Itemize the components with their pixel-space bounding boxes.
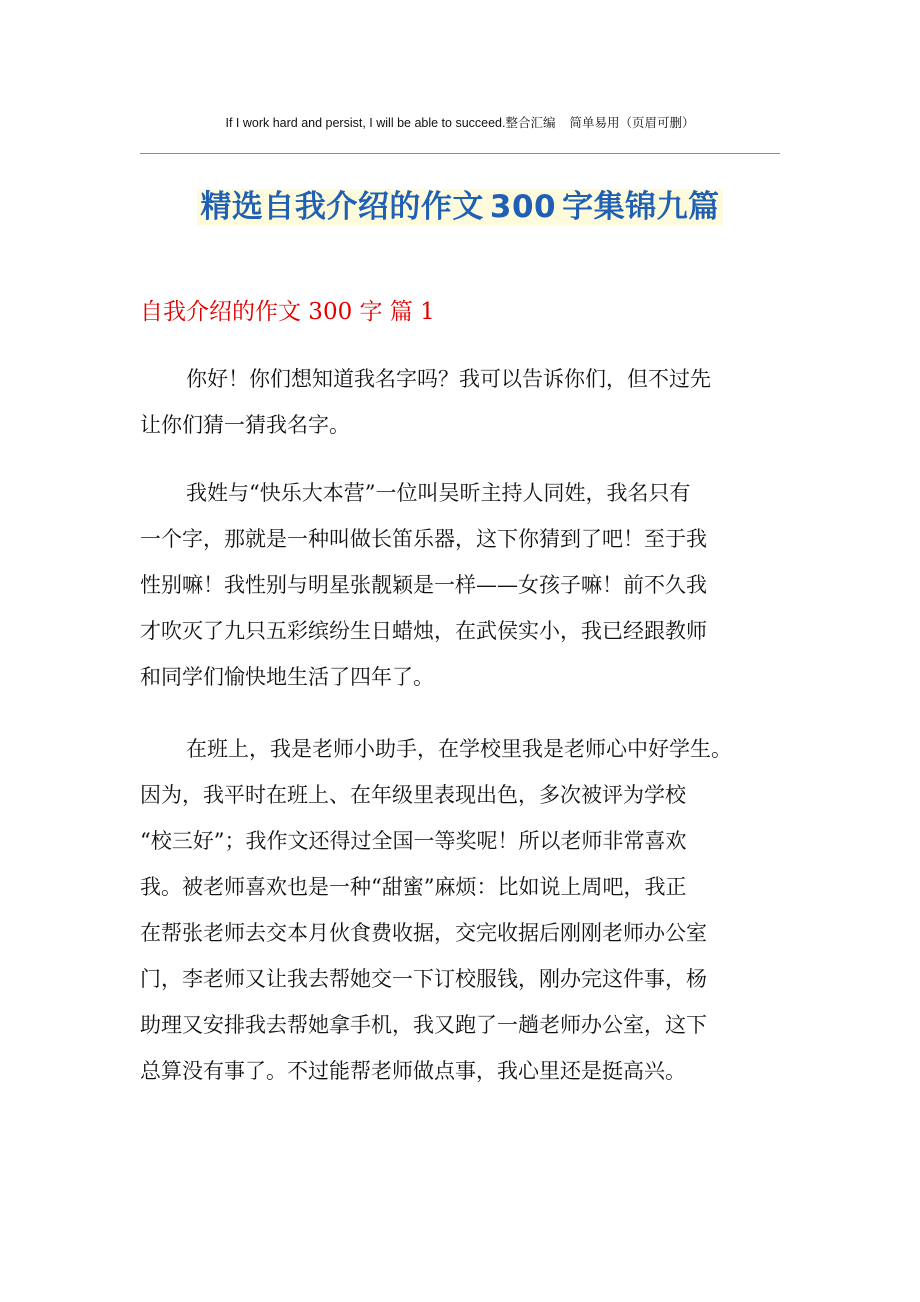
paragraph-line: 我。被老师喜欢也是一种“甜蜜”麻烦：比如说上周吧，我正 bbox=[140, 875, 687, 899]
paragraph-line: 一个字，那就是一种叫做长笛乐器，这下你猜到了吧！至于我 bbox=[140, 527, 707, 551]
page-header bbox=[140, 114, 780, 133]
paragraph-line: “校三好”；我作文还得过全国一等奖呢！所以老师非常喜欢 bbox=[140, 829, 687, 853]
header-chinese-text-a: 整合汇编 bbox=[505, 115, 556, 130]
header-divider bbox=[140, 153, 780, 154]
paragraph-line: 门，李老师又让我去帮她交一下订校服钱，刚办完这件事，杨 bbox=[140, 967, 707, 991]
paragraph-line: 在班上，我是老师小助手，在学校里我是老师心中好学生。 bbox=[186, 737, 732, 761]
section-heading: 自我介绍的作文 300 字 篇 1 bbox=[140, 299, 435, 325]
paragraph-line: 性别嘛！我性别与明星张靓颖是一样——女孩子嘛！前不久我 bbox=[140, 573, 707, 597]
paragraph-3 bbox=[140, 726, 780, 1094]
paragraph-line: 和同学们愉快地生活了四年了。 bbox=[140, 665, 434, 689]
paragraph-line: 在帮张老师去交本月伙食费收据，交完收据后刚刚老师办公室 bbox=[140, 921, 707, 945]
document-title bbox=[140, 184, 780, 230]
title-part-1: 精选自我介绍的作文 bbox=[197, 189, 487, 225]
paragraph-line: 让你们猜一猜我名字。 bbox=[140, 413, 350, 437]
paragraph-line: 因为，我平时在班上、在年级里表现出色，多次被评为学校 bbox=[140, 783, 686, 807]
header-english-text: If I work hard and persist, I will be able to succeed. bbox=[225, 116, 506, 130]
paragraph-line: 你好！你们想知道我名字吗？我可以告诉你们，但不过先 bbox=[186, 367, 711, 391]
title-part-3: 字集锦九篇 bbox=[559, 189, 723, 225]
paragraph-line: 我姓与“快乐大本营”一位叫吴昕主持人同姓，我名只有 bbox=[186, 481, 691, 505]
paragraph-1 bbox=[140, 356, 780, 448]
title-part-2: 300 bbox=[487, 189, 559, 225]
paragraph-line: 助理又安排我去帮她拿手机，我又跑了一趟老师办公室，这下 bbox=[140, 1013, 707, 1037]
paragraph-2 bbox=[140, 470, 780, 700]
header-chinese-text-b: 简单易用（页眉可删） bbox=[569, 115, 695, 130]
paragraph-line: 总算没有事了。不过能帮老师做点事，我心里还是挺高兴。 bbox=[140, 1059, 686, 1083]
paragraph-line: 才吹灭了九只五彩缤纷生日蜡烛，在武侯实小，我已经跟教师 bbox=[140, 619, 707, 643]
